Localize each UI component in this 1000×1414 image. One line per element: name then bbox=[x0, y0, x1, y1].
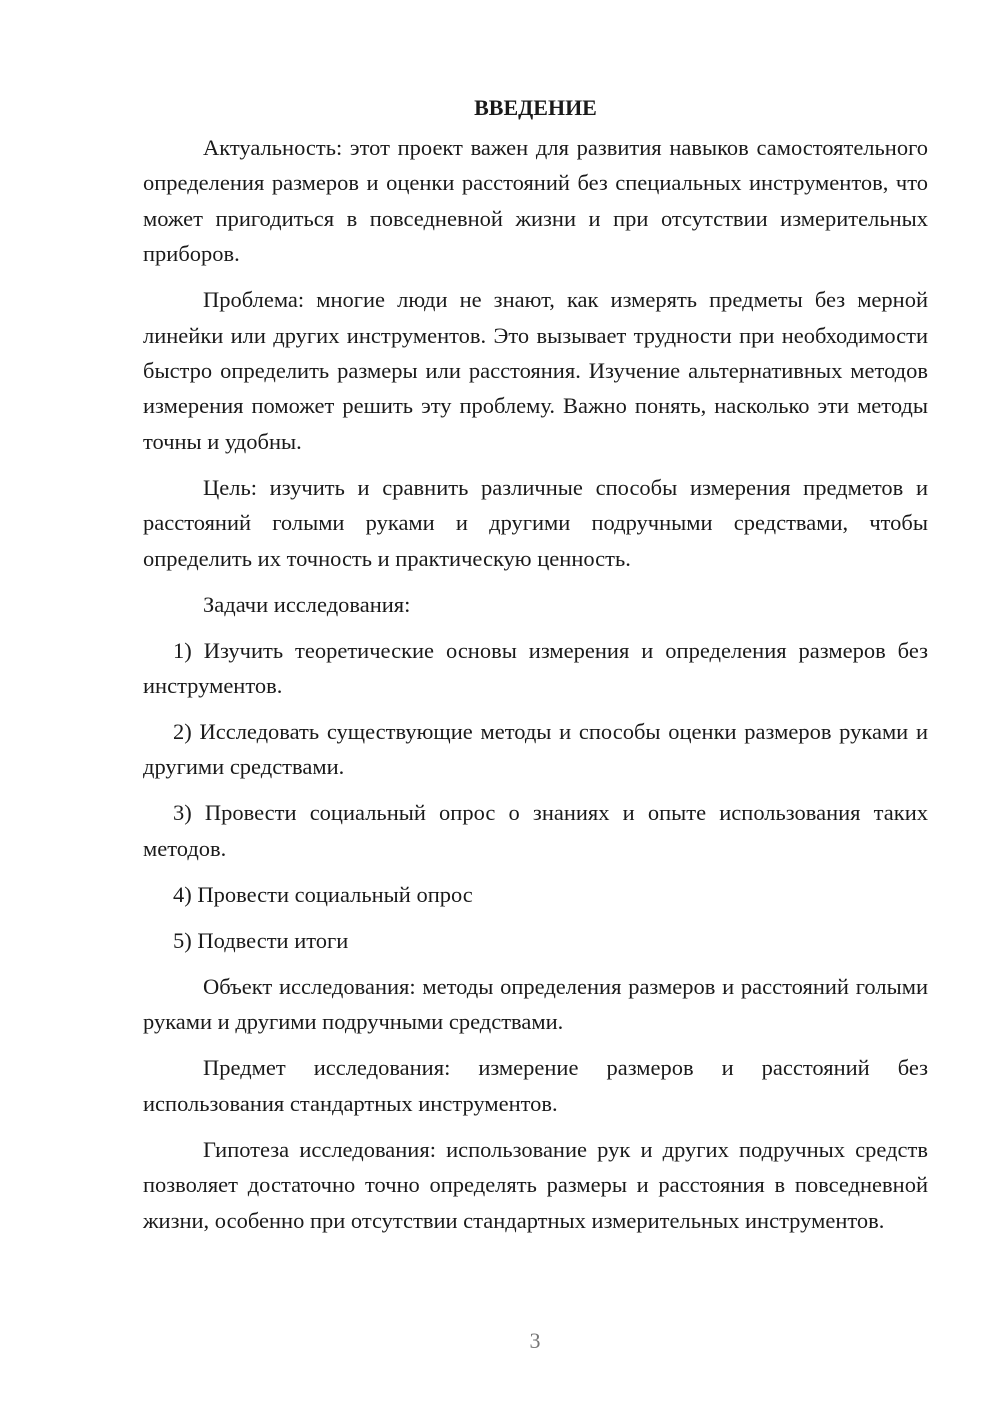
paragraph-tasks-heading: Задачи исследования: bbox=[203, 591, 411, 617]
paragraph-subject: Предмет исследования: измерение размеров и расстояний без использования стандартных инструментов. bbox=[143, 1055, 928, 1116]
task-item: 2) Исследовать существующие методы и способы оценки размеров руками и другими средствами. bbox=[143, 719, 928, 780]
paragraph-goal: Цель: изучить и сравнить различные способы измерения предметов и расстояний голыми руками и другими подручными средствами, чтобы определить их точность и практическую ценность. bbox=[143, 474, 928, 571]
paragraph-relevance: Актуальность: этот проект важен для развития навыков самостоятельного определения размеров и оценки расстояний без специальных инструментов, что может пригодиться в повседневной жизни и при отсутствии измерительных приборов. bbox=[143, 135, 928, 267]
paragraph-problem: Проблема: многие люди не знают, как измерять предметы без мерной линейки или других инструментов. Это вызывает трудности при необходимости быстро определить размеры или расстояния. Изучение альтернативных методов измерения поможет решить эту проблему. Важно понять, насколько эти методы точны и удобны. bbox=[143, 287, 928, 454]
task-item: 4) Провести социальный опрос bbox=[173, 881, 473, 907]
task-item: 5) Подвести итоги bbox=[173, 927, 349, 953]
task-item: 1) Изучить теоретические основы измерения и определения размеров без инструментов. bbox=[143, 637, 928, 699]
task-item: 3) Провести социальный опрос о знаниях и опыте использования таких методов. bbox=[143, 800, 928, 861]
paragraph-hypothesis: Гипотеза исследования: использование рук и других подручных средств позволяет достаточно точно определять размеры и расстояния в повседневной жизни, особенно при отсутствии стандартных измерительных инструментов. bbox=[143, 1136, 928, 1233]
paragraph-object: Объект исследования: методы определения размеров и расстояний голыми руками и другими подручными средствами. bbox=[143, 973, 928, 1035]
document-page bbox=[143, 90, 928, 1249]
section-heading: ВВЕДЕНИЕ bbox=[474, 95, 597, 120]
page-number: 3 bbox=[529, 1328, 541, 1353]
